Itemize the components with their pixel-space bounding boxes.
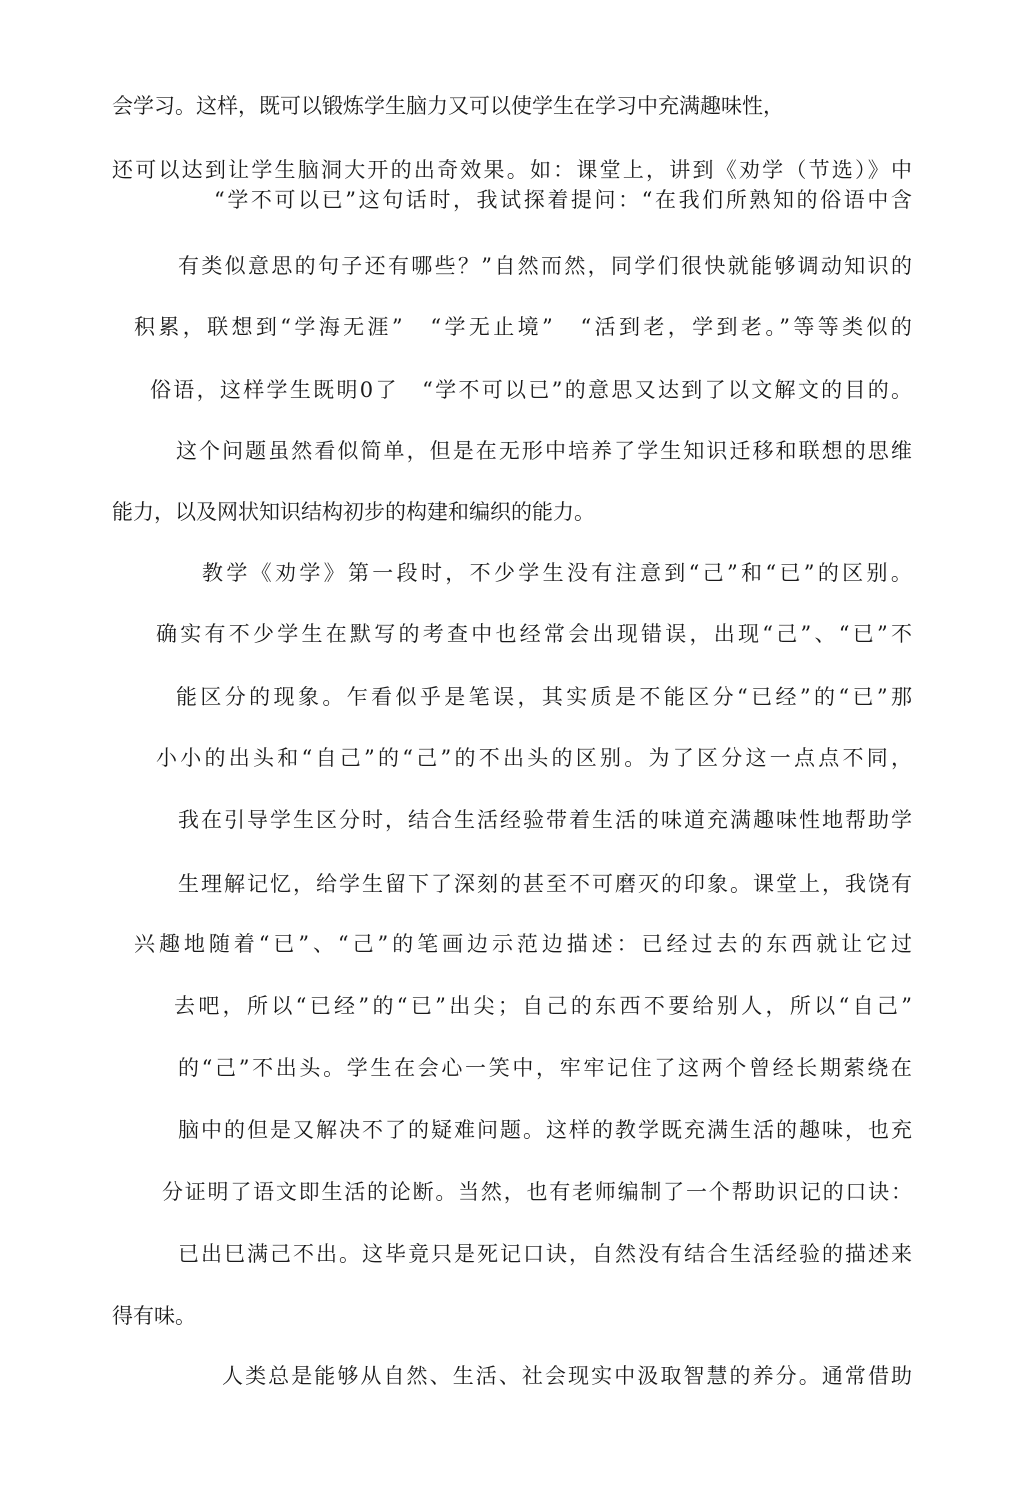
- text-line: 兴趣地随着“已”、“己”的笔画边示范边描述：已经过去的东西就让它过: [134, 932, 916, 956]
- text-line: 能力，以及网状知识结构初步的构建和编织的能力。: [112, 500, 595, 524]
- text-line: 有类似意思的句子还有哪些？”自然而然，同学们很快就能够调动知识的: [178, 254, 915, 278]
- text-line: “学不可以已”这句话时，我试探着提问：“在我们所熟知的俗语中含: [214, 188, 915, 212]
- text-line: 人类总是能够从自然、生活、社会现实中汲取智慧的养分。通常借助: [222, 1364, 915, 1388]
- text-line: 俗语，这样学生既明0了 “学不可以已”的意思又达到了以文解文的目的。: [150, 378, 915, 402]
- text-line: 已出巳满己不出。这毕竟只是死记口诀，自然没有结合生活经验的描述来: [178, 1242, 914, 1266]
- text-line: 分证明了语文即生活的论断。当然，也有老师编制了一个帮助识记的口诀：: [162, 1180, 914, 1204]
- text-line: 这个问题虽然看似简单，但是在无形中培养了学生知识迁移和联想的思维: [176, 439, 914, 463]
- text-line: 脑中的但是又解决不了的疑难问题。这样的教学既充满生活的趣味，也充: [178, 1118, 914, 1142]
- text-line: 的“己”不出头。学生在会心一笑中，牢牢记住了这两个曾经长期萦绕在: [178, 1056, 915, 1080]
- text-line: 能区分的现象。乍看似乎是笔误，其实质是不能区分“已经”的“已”那: [176, 685, 916, 709]
- text-line: 积累，联想到“学海无涯” “学无止境” “活到老，学到老。”等等类似的: [134, 315, 916, 339]
- text-line: 会学习。这样，既可以锻炼学生脑力又可以使学生在学习中充满趣味性，: [112, 94, 784, 118]
- text-line: 我在引导学生区分时，结合生活经验带着生活的味道充满趣味性地帮助学: [178, 808, 914, 832]
- text-line: 教学《劝学》第一段时，不少学生没有注意到“己”和“已”的区别。: [202, 561, 916, 585]
- text-line: 生理解记忆，给学生留下了深刻的甚至不可磨灭的印象。课堂上，我饶有: [178, 872, 914, 896]
- text-line: 确实有不少学生在默写的考查中也经常会出现错误，出现“己”、“已”不: [156, 622, 916, 646]
- text-line: 去吧，所以“已经”的“已”出尖；自己的东西不要给别人，所以“自己”: [174, 994, 916, 1018]
- text-line: 小小的出头和“自己”的“己”的不出头的区别。为了区分这一点点不同，: [156, 746, 916, 770]
- text-line: 还可以达到让学生脑洞大开的出奇效果。如：课堂上，讲到《劝学（节选）》中: [112, 158, 915, 182]
- text-line: 得有味。: [112, 1304, 196, 1328]
